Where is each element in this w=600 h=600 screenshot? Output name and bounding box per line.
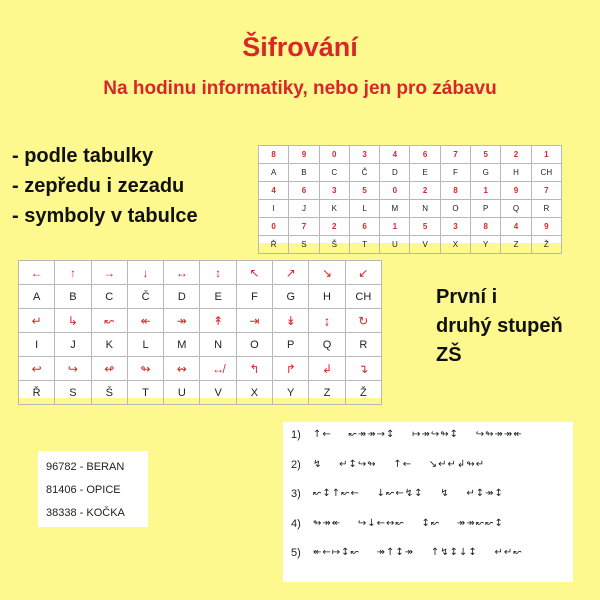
number-cell: 4 bbox=[380, 146, 410, 164]
letter-cell: X bbox=[236, 381, 272, 405]
letter-cell: S bbox=[289, 236, 319, 254]
message-row bbox=[291, 458, 573, 488]
table-row bbox=[259, 200, 562, 218]
letter-cell: E bbox=[200, 285, 236, 309]
message-row bbox=[291, 517, 573, 547]
symbol-cell: ↫ bbox=[91, 357, 127, 381]
letter-cell: L bbox=[349, 200, 379, 218]
message-symbols: ↬↠↞ ↪↓←↔↜ ↕↜ ↠↠↜↜↕ bbox=[313, 517, 504, 529]
table-row bbox=[19, 309, 382, 333]
message-symbols: ↯ ↵↕↪↬ ↑← ↘↵↵↲↬↵ bbox=[313, 458, 486, 470]
letter-cell: V bbox=[200, 381, 236, 405]
letter-cell: Ž bbox=[345, 381, 381, 405]
letter-cell: Y bbox=[273, 381, 309, 405]
table-row bbox=[259, 236, 562, 254]
letter-cell: Q bbox=[309, 333, 345, 357]
letter-cell: F bbox=[440, 164, 470, 182]
letter-cell: O bbox=[440, 200, 470, 218]
letter-cell: E bbox=[410, 164, 440, 182]
letter-cell: I bbox=[19, 333, 55, 357]
symbol-cell: ↙ bbox=[345, 261, 381, 285]
letter-cell: Š bbox=[91, 381, 127, 405]
example-word: 38338 - KOČKA bbox=[46, 507, 125, 519]
symbol-cell: ↓ bbox=[127, 261, 163, 285]
letter-cell: Z bbox=[501, 236, 531, 254]
number-cell: 4 bbox=[501, 218, 531, 236]
table-row bbox=[259, 182, 562, 200]
letter-cell: C bbox=[91, 285, 127, 309]
number-cell: 8 bbox=[440, 182, 470, 200]
number-cell: 5 bbox=[349, 182, 379, 200]
table-row bbox=[259, 146, 562, 164]
symbol-cell: ← bbox=[19, 261, 55, 285]
letter-cell: Ž bbox=[531, 236, 561, 254]
letter-cell: U bbox=[380, 236, 410, 254]
letter-cell: D bbox=[164, 285, 200, 309]
number-cell: 4 bbox=[259, 182, 289, 200]
number-cell: 1 bbox=[471, 182, 501, 200]
message-number: 4) bbox=[291, 517, 301, 530]
number-cell: 7 bbox=[440, 146, 470, 164]
bullet-list bbox=[12, 141, 198, 231]
symbol-cell: ↴ bbox=[345, 357, 381, 381]
number-cell: 0 bbox=[259, 218, 289, 236]
number-cell: 0 bbox=[380, 182, 410, 200]
number-cell: 9 bbox=[289, 146, 319, 164]
symbol-cell: ↜ bbox=[91, 309, 127, 333]
message-symbols: ↞←↦↕↜ ↠↑↕↠ ↑↯↕↓↕ ↵↵↜ bbox=[313, 547, 523, 558]
letter-cell: V bbox=[410, 236, 440, 254]
letter-cell: Č bbox=[349, 164, 379, 182]
example-words bbox=[38, 451, 148, 527]
note-line: První i bbox=[436, 286, 498, 308]
note-line: druhý stupeň bbox=[436, 315, 563, 337]
letter-cell: L bbox=[127, 333, 163, 357]
number-cipher-table bbox=[258, 145, 562, 249]
letter-cell: Ř bbox=[259, 236, 289, 254]
number-cell: 2 bbox=[319, 218, 349, 236]
table-row bbox=[19, 381, 382, 405]
number-cell: 3 bbox=[440, 218, 470, 236]
note-line: ZŠ bbox=[436, 344, 462, 366]
letter-cell: S bbox=[55, 381, 91, 405]
number-cell: 5 bbox=[410, 218, 440, 236]
symbol-cell: ↬ bbox=[127, 357, 163, 381]
table-row bbox=[259, 218, 562, 236]
encoded-messages bbox=[283, 422, 573, 582]
message-symbols: ↑← ↜↠↠→↕ ↦↠↪↬↕ ↪↬↠↠↞ bbox=[313, 429, 523, 440]
letter-cell: D bbox=[380, 164, 410, 182]
symbol-cell: ↔ bbox=[164, 261, 200, 285]
symbol-cell: ↠ bbox=[164, 309, 200, 333]
message-row bbox=[291, 428, 573, 458]
message-number: 3) bbox=[291, 488, 301, 500]
letter-cell: T bbox=[127, 381, 163, 405]
message-number: 1) bbox=[291, 429, 301, 441]
message-number: 2) bbox=[291, 458, 301, 471]
letter-cell: F bbox=[236, 285, 272, 309]
letter-cell: X bbox=[440, 236, 470, 254]
letter-cell: J bbox=[55, 333, 91, 357]
symbol-cell: ⇥ bbox=[236, 309, 272, 333]
number-cell: 6 bbox=[410, 146, 440, 164]
number-cell: 1 bbox=[380, 218, 410, 236]
letter-cell: K bbox=[91, 333, 127, 357]
letter-cell: M bbox=[380, 200, 410, 218]
letter-cell: K bbox=[319, 200, 349, 218]
number-cell: 2 bbox=[501, 146, 531, 164]
symbol-cell: ↡ bbox=[273, 309, 309, 333]
letter-cell: R bbox=[345, 333, 381, 357]
letter-cell: B bbox=[289, 164, 319, 182]
page-subtitle: Na hodinu informatiky, nebo jen pro zábavu bbox=[103, 78, 497, 99]
letter-cell: I bbox=[259, 200, 289, 218]
symbol-cell: ↗ bbox=[273, 261, 309, 285]
number-cell: 0 bbox=[319, 146, 349, 164]
letter-cell: T bbox=[349, 236, 379, 254]
page-title: Šifrování bbox=[242, 32, 358, 62]
number-cell: 9 bbox=[531, 218, 561, 236]
letter-cell: B bbox=[55, 285, 91, 309]
symbol-cipher-table bbox=[18, 260, 382, 398]
symbol-cell: ↘ bbox=[309, 261, 345, 285]
number-cell: 3 bbox=[319, 182, 349, 200]
letter-cell: Q bbox=[501, 200, 531, 218]
message-symbols: ↜↕↑↜← ↓↜←↯↕ ↯ ↵↕↠↕ bbox=[313, 488, 504, 499]
symbol-cell: ↻ bbox=[345, 309, 381, 333]
symbol-cell: ↵ bbox=[19, 309, 55, 333]
table-row bbox=[19, 333, 382, 357]
example-word: 81406 - OPICE bbox=[46, 484, 121, 496]
letter-cell: A bbox=[19, 285, 55, 309]
number-cell: 9 bbox=[501, 182, 531, 200]
number-cell: 7 bbox=[289, 218, 319, 236]
number-cell: 3 bbox=[349, 146, 379, 164]
number-cell: 7 bbox=[531, 182, 561, 200]
bullet-item: - zepředu i zezadu bbox=[12, 175, 185, 197]
bullet-item: - podle tabulky bbox=[12, 145, 154, 167]
letter-cell: N bbox=[200, 333, 236, 357]
letter-cell: Ř bbox=[19, 381, 55, 405]
table-row bbox=[19, 285, 382, 309]
letter-cell: U bbox=[164, 381, 200, 405]
bullet-item: - symboly v tabulce bbox=[12, 205, 198, 227]
letter-cell: CH bbox=[531, 164, 561, 182]
letter-cell: Č bbox=[127, 285, 163, 309]
number-cell: 5 bbox=[471, 146, 501, 164]
symbol-cell: ↳ bbox=[55, 309, 91, 333]
number-cell: 2 bbox=[410, 182, 440, 200]
symbol-cell: ↨ bbox=[309, 309, 345, 333]
symbol-cell: → bbox=[91, 261, 127, 285]
message-row bbox=[291, 487, 573, 517]
letter-cell: Š bbox=[319, 236, 349, 254]
letter-cell: Z bbox=[309, 381, 345, 405]
number-cell: 1 bbox=[531, 146, 561, 164]
message-number: 5) bbox=[291, 547, 301, 559]
letter-cell: O bbox=[236, 333, 272, 357]
number-cell: 6 bbox=[289, 182, 319, 200]
symbol-cell: ↭ bbox=[164, 357, 200, 381]
letter-cell: H bbox=[309, 285, 345, 309]
letter-cell: J bbox=[289, 200, 319, 218]
symbol-cell: ↪ bbox=[55, 357, 91, 381]
symbol-cell: ↟ bbox=[200, 309, 236, 333]
letter-cell: P bbox=[471, 200, 501, 218]
letter-cell: G bbox=[273, 285, 309, 309]
symbol-cell: ↮ bbox=[200, 357, 236, 381]
symbol-cell: ↱ bbox=[273, 357, 309, 381]
symbol-cell: ↲ bbox=[309, 357, 345, 381]
symbol-cell: ↖ bbox=[236, 261, 272, 285]
number-cell: 6 bbox=[349, 218, 379, 236]
symbol-cell: ↞ bbox=[127, 309, 163, 333]
table-row bbox=[19, 261, 382, 285]
letter-cell: A bbox=[259, 164, 289, 182]
target-audience-note bbox=[436, 283, 563, 370]
letter-cell: M bbox=[164, 333, 200, 357]
letter-cell: H bbox=[501, 164, 531, 182]
number-cell: 8 bbox=[259, 146, 289, 164]
letter-cell: Y bbox=[471, 236, 501, 254]
table-row bbox=[259, 164, 562, 182]
letter-cell: R bbox=[531, 200, 561, 218]
number-cell: 8 bbox=[471, 218, 501, 236]
symbol-cell: ↩ bbox=[19, 357, 55, 381]
message-row bbox=[291, 546, 573, 576]
table-row bbox=[19, 357, 382, 381]
example-word: 96782 - BERAN bbox=[46, 461, 125, 473]
symbol-cell: ↰ bbox=[236, 357, 272, 381]
letter-cell: N bbox=[410, 200, 440, 218]
letter-cell: CH bbox=[345, 285, 381, 309]
symbol-cell: ↑ bbox=[55, 261, 91, 285]
letter-cell: C bbox=[319, 164, 349, 182]
letter-cell: G bbox=[471, 164, 501, 182]
letter-cell: P bbox=[273, 333, 309, 357]
symbol-cell: ↕ bbox=[200, 261, 236, 285]
